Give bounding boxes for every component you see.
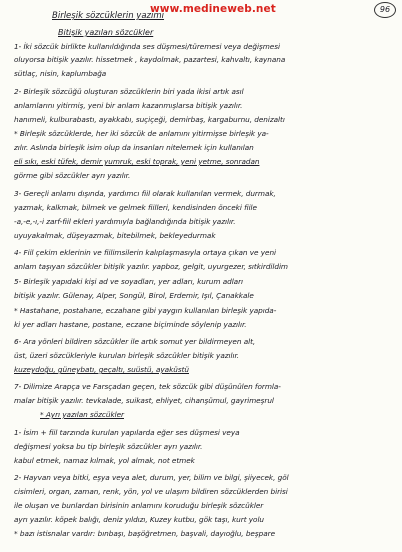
text-line: üst, üzeri sözcükleriyle kurulan birleşik sözcükler bitişik yazılır. <box>14 351 240 360</box>
text-line: anlamlarını yitirmiş, yeni bir anlam kazanmışlarsa bitişik yazılır. <box>14 101 243 110</box>
text-line: 1- İsim + fiil tarzında kurulan yapılarda eğer ses düşmesi veya <box>14 428 240 437</box>
text-line: * Ayrı yazılan sözcükler <box>40 410 124 419</box>
text-line: anlam taşıyan sözcükler bitişik yazılır. yapboz, gelgit, uyurgezer, sıtkirdildim <box>14 262 288 271</box>
section-subtitle: Bitişik yazılan sözcükler <box>58 28 154 37</box>
text-line: * Birleşik sözcüklerde, her iki sözcük de anlamını yitirmişse birleşik ya- <box>14 129 269 138</box>
text-line: 1- İki sözcük birlikte kullanıldığında ses düşmesi/türemesi veya değişmesi <box>14 42 280 51</box>
text-line: 6- Ara yönleri bildiren sözcükler ile artık somut yer bildirmeyen alt, <box>14 337 256 346</box>
text-line: görme gibi sözcükler ayrı yazılır. <box>14 171 131 180</box>
text-line: 3- Gereçli anlamı dışında, yardımcı fiil olarak kullanılan vermek, durmak, <box>14 189 276 198</box>
page-number: 96 <box>374 2 396 18</box>
text-line: 2- Birleşik sözcüğü oluşturan sözcüklerin biri yada ikisi artık asıl <box>14 87 244 96</box>
text-line: * Hastahane, postahane, eczahane gibi yaygın kullanılan birleşik yapıda- <box>14 306 277 315</box>
text-line: cisimleri, organ, zaman, renk, yön, yol ve ulaşım bildiren sözcüklerden birisi <box>14 487 288 496</box>
text-line: -a,-e,-ı,-i zarf-fiil ekleri yardımıyla bağlandığında bitişik yazılır. <box>14 217 236 226</box>
website-watermark: www.medineweb.net <box>150 3 276 15</box>
text-line: * bazı istisnalar vardır: bınbaşı, başöğretmen, başvali, dayıoğlu, beşpare <box>14 529 276 538</box>
text-line: 7- Dilimize Arapça ve Farsçadan geçen, tek sözcük gibi düşünülen formla- <box>14 382 281 391</box>
text-line: sütlaç, nisin, kaplumbağa <box>14 69 107 78</box>
text-line: malar bitişik yazılır. tevkalade, suikast, ehliyet, cihanşümul, gayrimeşrul <box>14 396 274 405</box>
text-line: değişmesi yoksa bu tip birleşik sözcükler ayrı yazılır. <box>14 442 203 451</box>
text-line: bitişik yazılır. Gülenay, Alper, Songül, Birol, Erdemir, Işıl, Çanakkale <box>14 291 254 300</box>
text-line: ile oluşan ve bunlardan birisinin anlamını koruduğu birleşik sözcükler <box>14 501 264 510</box>
page-title: Birleşik sözcüklerin yazımı <box>52 11 165 21</box>
text-line: 2- Hayvan veya bitki, eşya veya alet, durum, yer, bilim ve bilgi, şiiyecek, göl <box>14 473 289 482</box>
text-line: zılır. Aslında birleşik isim olup da insanları nitelemek için kullanılan <box>14 143 254 152</box>
text-line: hanımeli, kulburabastı, ayakkabı, suçiçeği, demirbaş, kargaburnu, denizaltı <box>14 115 285 124</box>
text-line: uyuyakalmak, düşeyazmak, bitebilmek, bekleyedurmak <box>14 231 216 240</box>
text-line: ayrı yazılır. köpek balığı, deniz yıldızı, Kuzey kutbu, gök taşı, kurt yolu <box>14 515 265 524</box>
text-line: 4- Fiil çekim eklerinin ve fiilimsilerin kalıplaşmasıyla ortaya çıkan ve yeni <box>14 248 277 257</box>
text-line: eli sıkı, eski tüfek, demir yumruk, eski toprak, yeni yetme, sonradan <box>14 157 260 166</box>
text-line: 5- Birleşik yapıdaki kişi ad ve soyadları, yer adları, kurum adları <box>14 277 244 286</box>
text-line: kabul etmek, namaz kılmak, yol almak, not etmek <box>14 456 195 465</box>
text-line: yazmak, kalkmak, bilmek ve gelmek fiilleri, kendisinden önceki fiile <box>14 203 257 212</box>
text-line: ki yer adları hastane, postane, eczane biçiminde söylenip yazılır. <box>14 320 247 329</box>
text-line: kuzeydoğu, güneybatı, geçaltı, suüstü, ayaküstü <box>14 365 189 374</box>
text-line: oluyorsa bitişik yazılır. hissetmek , kaydolmak, pazartesi, kahvaltı, kaynana <box>14 55 286 64</box>
